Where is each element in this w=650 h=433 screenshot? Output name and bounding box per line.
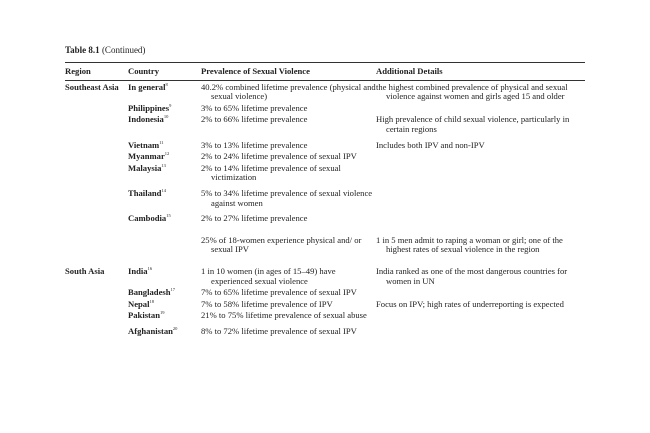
cell-country xyxy=(128,113,201,134)
footnote-marker: 12 xyxy=(164,151,170,157)
cell-prevalence xyxy=(201,183,376,208)
cell-region xyxy=(65,102,128,114)
country-name: Afghanistan xyxy=(128,325,173,336)
country-name: Pakistan xyxy=(128,310,160,321)
cell-region xyxy=(65,113,128,134)
footnote-marker: 13 xyxy=(161,162,166,168)
country-name: Cambodia xyxy=(128,213,167,224)
country-name: In general xyxy=(128,81,166,92)
cell-prevalence xyxy=(201,309,376,321)
cell-prevalence xyxy=(201,298,376,310)
country-name: Thailand xyxy=(128,187,162,198)
cell-details xyxy=(376,255,585,286)
details-text: 1 in 5 men admit to raping a woman or girl; one of the highest rates of sexual violence in the region xyxy=(376,234,563,255)
footnote-marker: 17 xyxy=(170,287,176,293)
table-row xyxy=(65,135,585,151)
table-row xyxy=(65,80,585,102)
cell-details xyxy=(376,135,585,151)
country-name: Indonesia xyxy=(128,114,164,125)
cell-details xyxy=(376,224,585,255)
cell-region xyxy=(65,135,128,151)
header-details: Additional Details xyxy=(376,63,585,81)
footnote-marker: 15 xyxy=(166,213,171,219)
prevalence-text: 7% to 58% lifetime prevalence of IPV xyxy=(201,298,333,309)
cell-details xyxy=(376,208,585,224)
cell-country xyxy=(128,102,201,114)
cell-region xyxy=(65,321,128,337)
cell-details xyxy=(376,80,585,102)
table-row xyxy=(65,309,585,321)
prevalence-text: 5% to 34% lifetime prevalence of sexual violence against women xyxy=(201,187,373,208)
cell-prevalence xyxy=(201,135,376,151)
table-caption xyxy=(65,45,145,55)
footnote-marker: 11 xyxy=(159,139,164,145)
prevalence-text: 25% of 18-women experience physical and/ or sexual IPV xyxy=(201,234,362,255)
prevalence-text: 7% to 65% lifetime prevalence of sexual IPV xyxy=(201,287,357,298)
table-caption-label: Table 8.1 xyxy=(65,45,100,55)
footnote-marker: 18 xyxy=(149,298,154,304)
cell-prevalence xyxy=(201,321,376,337)
cell-country xyxy=(128,150,201,162)
cell-region xyxy=(65,309,128,321)
footnote-marker: 19 xyxy=(160,310,165,316)
cell-region xyxy=(65,162,128,183)
footnote-marker: 9 xyxy=(169,102,172,108)
cell-details xyxy=(376,286,585,298)
prevalence-text: 2% to 66% lifetime prevalence xyxy=(201,114,308,125)
cell-details xyxy=(376,298,585,310)
table-row xyxy=(65,162,585,183)
prevalence-text: 3% to 65% lifetime prevalence xyxy=(201,102,308,113)
prevalence-text: 21% to 75% lifetime prevalence of sexual abuse xyxy=(201,310,367,321)
details-text: the highest combined prevalence of physical and sexual violence against women and girls aged 15 and older xyxy=(376,81,568,102)
cell-prevalence xyxy=(201,113,376,134)
country-name: India xyxy=(128,265,148,276)
cell-country xyxy=(128,309,201,321)
table-row xyxy=(65,208,585,224)
prevalence-text: 2% to 27% lifetime prevalence xyxy=(201,213,308,224)
cell-region xyxy=(65,224,128,255)
prevalence-text: 1 in 10 women (in ages of 15–49) have experienced sexual violence xyxy=(201,265,336,286)
cell-region xyxy=(65,298,128,310)
cell-country xyxy=(128,224,201,255)
country-name: Myanmar xyxy=(128,151,165,162)
prevalence-text: 40.2% combined lifetime prevalence (physical and sexual violence) xyxy=(201,81,376,102)
country-name: Vietnam xyxy=(128,139,160,150)
cell-prevalence xyxy=(201,255,376,286)
prevalence-table xyxy=(65,62,585,336)
table-row xyxy=(65,321,585,337)
cell-country xyxy=(128,80,201,102)
cell-details xyxy=(376,113,585,134)
table-row xyxy=(65,102,585,114)
cell-details xyxy=(376,162,585,183)
cell-prevalence xyxy=(201,102,376,114)
cell-country xyxy=(128,321,201,337)
footnote-marker: 16 xyxy=(147,266,153,272)
cell-prevalence xyxy=(201,80,376,102)
table-row xyxy=(65,183,585,208)
details-text: Focus on IPV; high rates of underreporting is expected xyxy=(376,298,564,309)
table-body xyxy=(65,80,585,336)
prevalence-text: 8% to 72% lifetime prevalence of sexual IPV xyxy=(201,325,357,336)
details-text: High prevalence of child sexual violence, particularly in certain regions xyxy=(376,114,570,134)
details-text: India ranked as one of the most dangerous countries for women in UN xyxy=(376,265,568,286)
prevalence-text: 3% to 13% lifetime prevalence xyxy=(201,139,308,150)
table-row xyxy=(65,298,585,310)
footnote-marker: 8 xyxy=(165,81,168,87)
table-row xyxy=(65,255,585,286)
cell-prevalence xyxy=(201,286,376,298)
table-row xyxy=(65,224,585,255)
cell-region xyxy=(65,150,128,162)
cell-prevalence xyxy=(201,208,376,224)
footnote-marker: 14 xyxy=(161,188,166,194)
cell-region xyxy=(65,286,128,298)
table-caption-suffix: (Continued) xyxy=(101,45,146,55)
prevalence-text: 2% to 14% lifetime prevalence of sexual victimization xyxy=(201,162,341,183)
header-prevalence: Prevalence of Sexual Violence xyxy=(201,63,376,81)
cell-prevalence xyxy=(201,224,376,255)
cell-region xyxy=(65,183,128,208)
footnote-marker: 10 xyxy=(163,114,169,120)
cell-details xyxy=(376,309,585,321)
cell-country xyxy=(128,162,201,183)
cell-prevalence xyxy=(201,162,376,183)
cell-country xyxy=(128,183,201,208)
cell-details xyxy=(376,321,585,337)
country-name: Malaysia xyxy=(128,162,162,173)
cell-country xyxy=(128,208,201,224)
prevalence-text: 2% to 24% lifetime prevalence of sexual IPV xyxy=(201,151,357,162)
header-region: Region xyxy=(65,63,128,81)
country-name: Nepal xyxy=(128,298,150,309)
cell-region xyxy=(65,208,128,224)
cell-details xyxy=(376,102,585,114)
table-row xyxy=(65,150,585,162)
cell-region: Southeast Asia xyxy=(65,81,119,92)
cell-country xyxy=(128,135,201,151)
cell-prevalence xyxy=(201,150,376,162)
table-header-row xyxy=(65,63,585,81)
footnote-marker: 20 xyxy=(172,326,178,332)
cell-country xyxy=(128,298,201,310)
header-country: Country xyxy=(128,63,201,81)
country-name: Bangladesh xyxy=(128,287,171,298)
cell-country xyxy=(128,286,201,298)
cell-details xyxy=(376,150,585,162)
table-row xyxy=(65,286,585,298)
table-row xyxy=(65,113,585,134)
cell-region: South Asia xyxy=(65,265,105,276)
details-text: Includes both IPV and non-IPV xyxy=(376,139,485,150)
cell-details xyxy=(376,183,585,208)
cell-country xyxy=(128,255,201,286)
country-name: Philippines xyxy=(128,102,170,113)
